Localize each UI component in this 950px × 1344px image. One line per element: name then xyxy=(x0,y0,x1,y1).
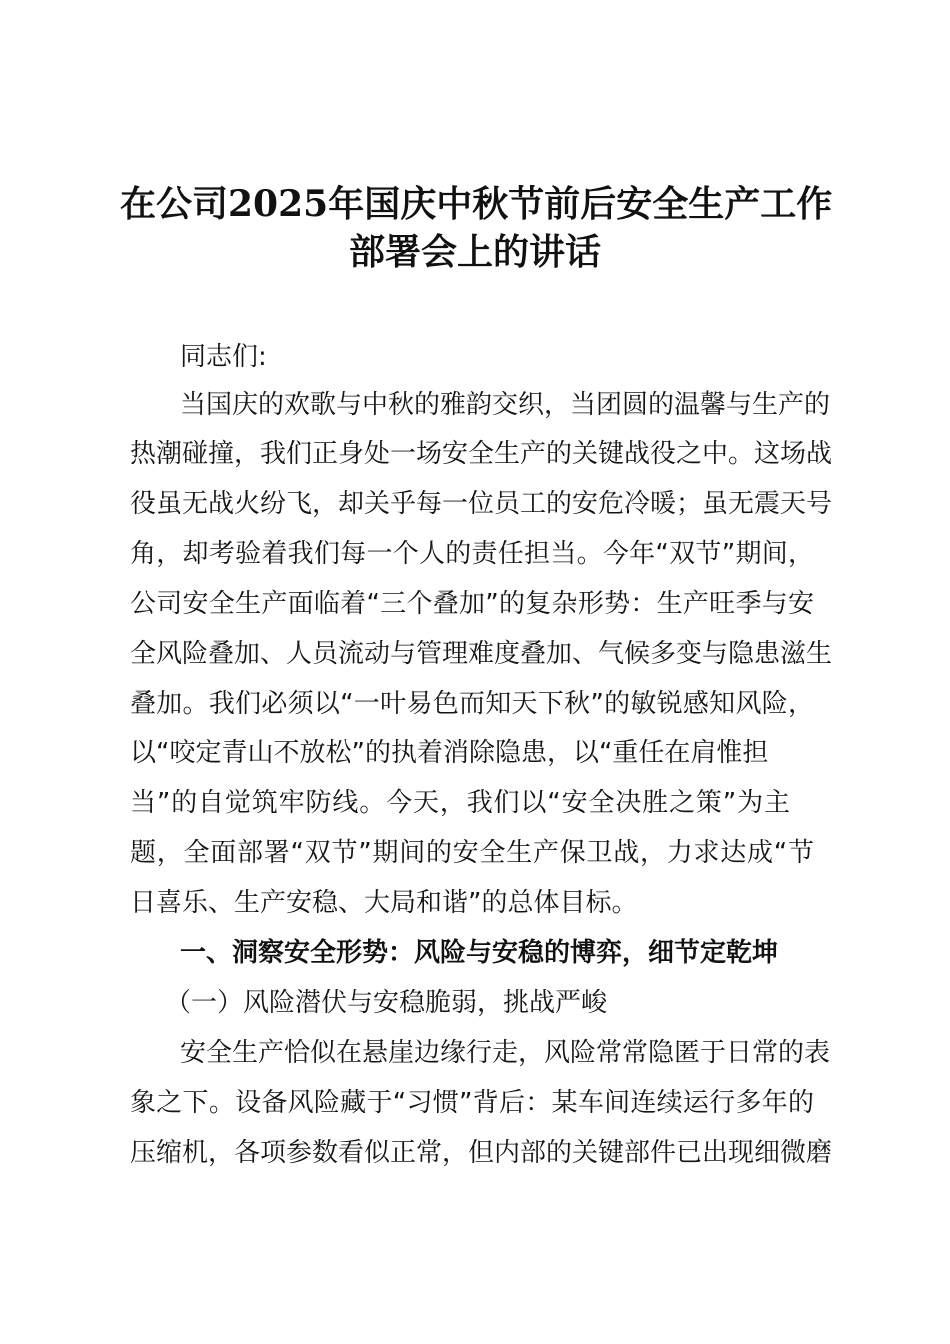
section-heading-1: 一、洞察安全形势：风险与安稳的博弈，细节定乾坤 xyxy=(180,938,779,968)
paragraph-1-line-10: 题，全面部署“双节”期间的安全生产保卫战，力求达成“节 xyxy=(130,838,814,868)
paragraph-2-line-3: 压缩机，各项参数看似正常，但内部的关键部件已出现细微磨 xyxy=(130,1138,833,1168)
paragraph-1-line-8: 以“咬定青山不放松”的执着消除隐患，以“重任在肩惟担 xyxy=(130,738,769,768)
salutation: 同志们: xyxy=(180,342,267,372)
document-title-line-1: 在公司2025年国庆中秋节前后安全生产工作 xyxy=(120,183,833,225)
paragraph-1-line-7: 叠加。我们必须以“一叶易色而知天下秋”的敏锐感知风险， xyxy=(130,689,814,719)
paragraph-1-line-6: 全风险叠加、人员流动与管理难度叠加、气候多变与隐患滋生 xyxy=(130,639,833,669)
paragraph-1-line-4: 角，却考验着我们每一个人的责任担当。今年“双节”期间， xyxy=(130,539,814,569)
subsection-heading-1: （一）风险潜伏与安稳脆弱，挑战严峻 xyxy=(165,988,608,1018)
paragraph-1-line-9: 当”的自觉筑牢防线。今天，我们以“安全决胜之策”为主 xyxy=(130,788,790,818)
document-title-line-2: 部署会上的讲话 xyxy=(348,231,601,273)
paragraph-2-line-2: 象之下。设备风险藏于“习惯”背后：某车间连续运行多年的 xyxy=(130,1088,814,1118)
paragraph-1-line-3: 役虽无战火纷飞，却关乎每一位员工的安危冷暖；虽无震天号 xyxy=(130,489,833,519)
paragraph-1-line-1: 当国庆的欢歌与中秋的雅韵交织，当团圆的温馨与生产的 xyxy=(180,390,831,420)
paragraph-1-line-11: 日喜乐、生产安稳、大局和谐”的总体目标。 xyxy=(130,888,638,918)
paragraph-1-line-2: 热潮碰撞，我们正身处一场安全生产的关键战役之中。这场战 xyxy=(130,439,833,469)
paragraph-2-line-1: 安全生产恰似在悬崖边缘行走，风险常常隐匿于日常的表 xyxy=(180,1038,831,1068)
paragraph-1-line-5: 公司安全生产面临着“三个叠加”的复杂形势：生产旺季与安 xyxy=(130,589,814,619)
